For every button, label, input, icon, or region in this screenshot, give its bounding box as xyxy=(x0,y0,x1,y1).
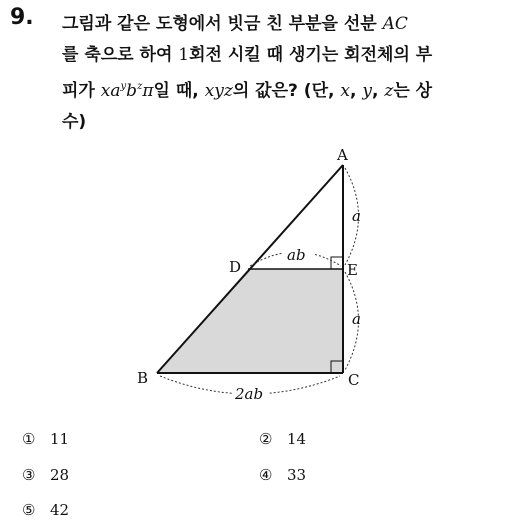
dim-label-DE: ab xyxy=(287,246,306,264)
choice-2-number: ② xyxy=(259,430,273,448)
choice-3-number: ③ xyxy=(22,466,36,484)
question-text-2a: 를 축으로 하여 xyxy=(62,45,173,65)
question-text: 그림과 같은 도형에서 빗금 친 부분을 선분 AC 를 축으로 하여 1회전 시킬 때 생기는 회전체의 부 피가 $xa^yb^z\pi$일 때, xyz의 값은? (단, x, y, z는 상 수) xyxy=(62,9,512,138)
math-z: z xyxy=(384,81,394,101)
choice-2-value: 14 xyxy=(287,430,307,448)
dim-label-AE: a xyxy=(352,207,361,225)
choice-3-value: 28 xyxy=(50,466,70,484)
math-x: x xyxy=(340,81,350,101)
choice-2[interactable] xyxy=(259,430,306,448)
shaded-region xyxy=(157,269,343,373)
question-number: 9. xyxy=(10,5,34,30)
question-text-2b: 회전 시킬 때 생기는 회전체의 부 xyxy=(189,45,433,65)
dim-label-EC: a xyxy=(352,310,361,328)
math-xyz: xyz xyxy=(204,81,233,101)
label-D: D xyxy=(229,258,242,276)
math-AC: AC xyxy=(382,14,408,34)
question-text-3c: 일 때, xyxy=(153,81,199,101)
label-C: C xyxy=(348,371,360,389)
choice-5-number: ⑤ xyxy=(22,501,36,519)
dim-label-BC: 2ab xyxy=(235,385,264,403)
choice-1-value: 11 xyxy=(50,430,70,448)
question-text-1: 그림과 같은 도형에서 빗금 친 부분을 선분 xyxy=(62,14,377,34)
choice-5-value: 42 xyxy=(50,501,70,519)
choice-1-number: ① xyxy=(22,430,36,448)
question-text-4: 수) xyxy=(62,112,87,132)
question-text-3e: 는 상 xyxy=(393,81,433,101)
choice-5[interactable] xyxy=(22,501,69,519)
choice-3[interactable] xyxy=(22,466,69,484)
label-E: E xyxy=(347,261,358,279)
choice-4[interactable] xyxy=(259,466,306,484)
choice-4-number: ④ xyxy=(259,466,273,484)
math-y: y xyxy=(362,81,372,101)
right-angle-mark-E xyxy=(331,257,343,269)
choice-4-value: 33 xyxy=(287,466,307,484)
math-one: 1 xyxy=(178,45,190,65)
math-volume-expression: $xa^yb^z\pi$ xyxy=(100,81,154,101)
question-text-3d: 의 값은? (단, xyxy=(232,81,335,101)
label-A: A xyxy=(337,146,348,164)
question-text-3a: 피가 xyxy=(62,81,95,101)
label-B: B xyxy=(137,369,149,387)
choice-1[interactable] xyxy=(22,430,69,448)
